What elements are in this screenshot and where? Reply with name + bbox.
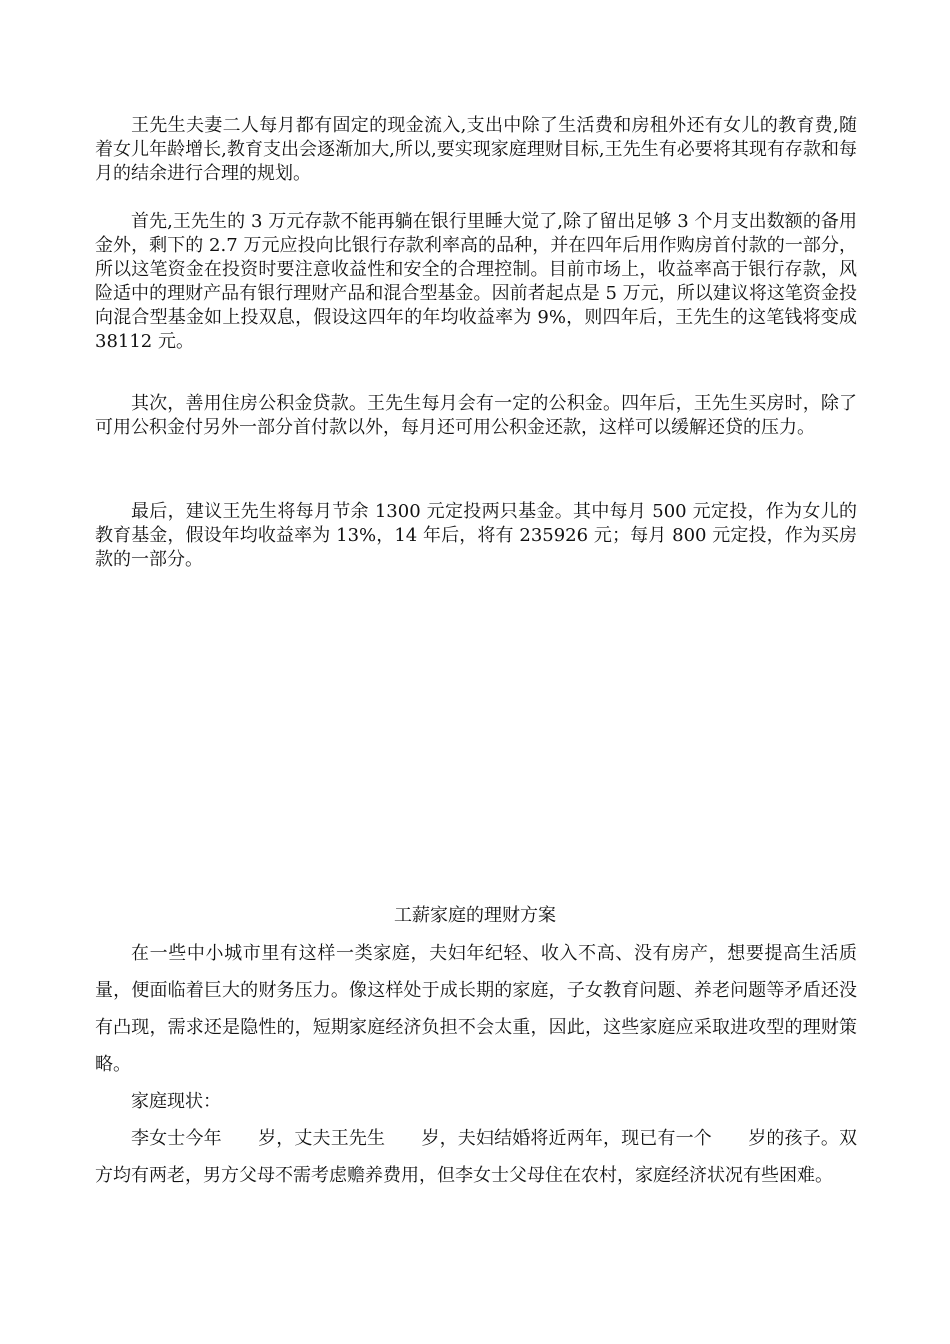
paragraph-cash-flow: 王先生夫妻二人每月都有固定的现金流入,支出中除了生活费和房租外还有女儿的教育费,随着女儿年龄增长,教育支出会逐渐加大,所以,要实现家庭理财目标,王先生有必要将其现有存款和每月的结余进行合理的规划。 [95,115,857,184]
section-title: 工薪家庭的理财方案 [394,905,556,926]
paragraph-savings-plan: 首先,王先生的 3 万元存款不能再躺在银行里睡大觉了,除了留出足够 3 个月支出数额的备用金外，剩下的 2.7 万元应投向比银行存款利率高的品种，并在四年后用作购房首付款的一部分，所以这笔资金在投资时要注意收益性和安全的合理控制。目前市场上，收益率高于银行存款，风险适中的理财产品有银行理财产品和混合型基金。因前者起点是 5 万元，所以建议将这笔资金投向混合型基金如上投双息，假设这四年的年均收益率为 9%，则四年后，王先生的这笔钱将变成 38112 元。 [95,211,857,352]
paragraph-housing-fund: 其次，善用住房公积金贷款。王先生每月会有一定的公积金。四年后，王先生买房时，除了可用公积金付另外一部分首付款以外，每月还可用公积金还款，这样可以缓解还贷的压力。 [95,393,857,438]
family-status-heading: 家庭现状： [131,1091,221,1112]
paragraph-fund-investment: 最后，建议王先生将每月节余 1300 元定投两只基金。其中每月 500 元定投，作为女儿的教育基金，假设年均收益率为 13%，14 年后，将有 235926 元；每月 800 元定投，作为买房款的一部分。 [95,501,857,570]
paragraph-family-status: 李女士今年 岁，丈夫王先生 岁，夫妇结婚将近两年，现已有一个 岁的孩子。双方均有两老，男方父母不需考虑赡养费用，但李女士父母住在农村，家庭经济状况有些困难。 [95,1128,857,1186]
paragraph-intro: 在一些中小城市里有这样一类家庭，夫妇年纪轻、收入不高、没有房产，想要提高生活质量，便面临着巨大的财务压力。像这样处于成长期的家庭，子女教育问题、养老问题等矛盾还没有凸现，需求还是隐性的，短期家庭经济负担不会太重，因此，这些家庭应采取进攻型的理财策略。 [95,943,857,1075]
